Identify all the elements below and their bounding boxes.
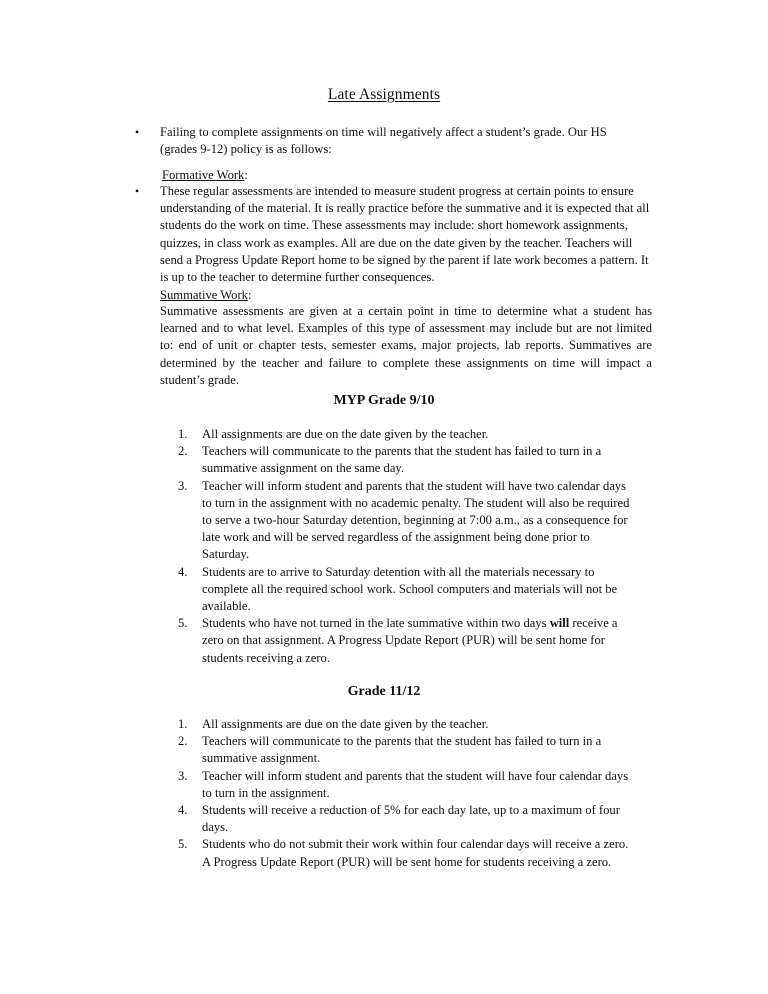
list-number: 5. [178,616,188,631]
list-item [178,443,638,477]
list-item-text: Teacher will inform student and parents that the student will have two calendar days to turn in the assignment with no academic penalty. The student will also be required to serve a two-hour Saturday detention, beginning at 7:00 a.m., as a consequence for late work and will be served regardless of the assignment being done prior to Saturday. [202,478,630,562]
grade-11-12-list [178,716,638,871]
bullet-icon: • [135,125,140,139]
list-number: 1. [178,717,188,731]
list-number: 1. [178,427,188,441]
myp-list [178,426,638,667]
list-item [178,615,638,667]
list-number: 4. [178,564,188,579]
summative-heading-label: Summative Work [160,288,248,302]
formative-heading-label: Formative Work [162,168,245,182]
list-item [178,836,638,870]
summative-text: Summative assessments are given at a certain point in time to determine what a student has learned and to what level. Examples of this type of assessment may include but are not limited to: end of unit or chapter tests, semester exams, major projects, lab reports. Summatives are determined by the teacher and failure to complete these assignments on time will impact a student’s grade. [160,304,652,387]
list-item-text: All assignments are due on the date given by the teacher. [202,717,489,731]
list-item-text: Students will receive a reduction of 5% for each day late, up to a maximum of four days. [202,803,620,835]
list-item [178,564,638,616]
formative-heading-colon: : [244,168,248,182]
summative-heading-colon: : [247,288,252,302]
list-item [178,716,638,733]
list-item [178,478,638,564]
myp-section-title: MYP Grade 9/10 [333,393,435,408]
list-item-text: Teachers will communicate to the parents that the student has failed to turn in a summative assignment. [202,734,602,766]
formative-text: These regular assessments are intended to measure student progress at certain points to ensure understanding of the material. It is really practice before the summative and it is expected that all students do the work on time. These assessments may include: short homework assignments, quizzes, in class work as examples. All are due on the date given by the teacher. Teachers will send a Progress Update Report home to be signed by the parent if late work becomes a pattern. It is up to the teacher to determine further consequences. [160,184,650,285]
list-number: 3. [178,768,188,783]
list-item-text: Students who do not submit their work within four calendar days will receive a zero. A Progress Update Report (PUR) will be sent home for students receiving a zero. [202,837,629,869]
list-item [178,802,638,836]
list-item [178,426,638,443]
list-number: 5. [178,837,188,852]
formative-heading [162,167,654,184]
list-number: 2. [178,734,188,749]
list-item [178,733,638,767]
intro-text: Failing to complete assignments on time will negatively affect a student’s grade. Our HS (grades 9-12) policy is as follows: [160,125,607,157]
page-title: Late Assignments [327,86,441,103]
list-item-text: Teachers will communicate to the parents that the student has failed to turn in a summative assignment on the same day. [202,444,602,476]
list-number: 4. [178,803,188,818]
list-number: 3. [178,478,188,493]
list-item-text: Students are to arrive to Saturday detention with all the materials necessary to complete all the required school work. School computers and materials will not be available. [202,564,618,614]
summative-heading [160,287,652,304]
bullet-icon: • [135,184,140,198]
list-item [178,768,638,802]
list-item-text: All assignments are due on the date given by the teacher. [202,427,489,441]
list-item-text-bold: will [549,616,570,631]
list-item-text: Teacher will inform student and parents that the student will have four calendar days to turn in the assignment. [202,768,629,800]
list-item-text-after: receive a zero on that assignment. A Progress Update Report (PUR) will be sent home for students receiving a zero. [202,616,618,665]
list-number: 2. [178,444,188,459]
list-item-text-before: Students who have not turned in the late summative within two days [202,616,550,631]
grade-11-12-section-title: Grade 11/12 [347,684,421,699]
